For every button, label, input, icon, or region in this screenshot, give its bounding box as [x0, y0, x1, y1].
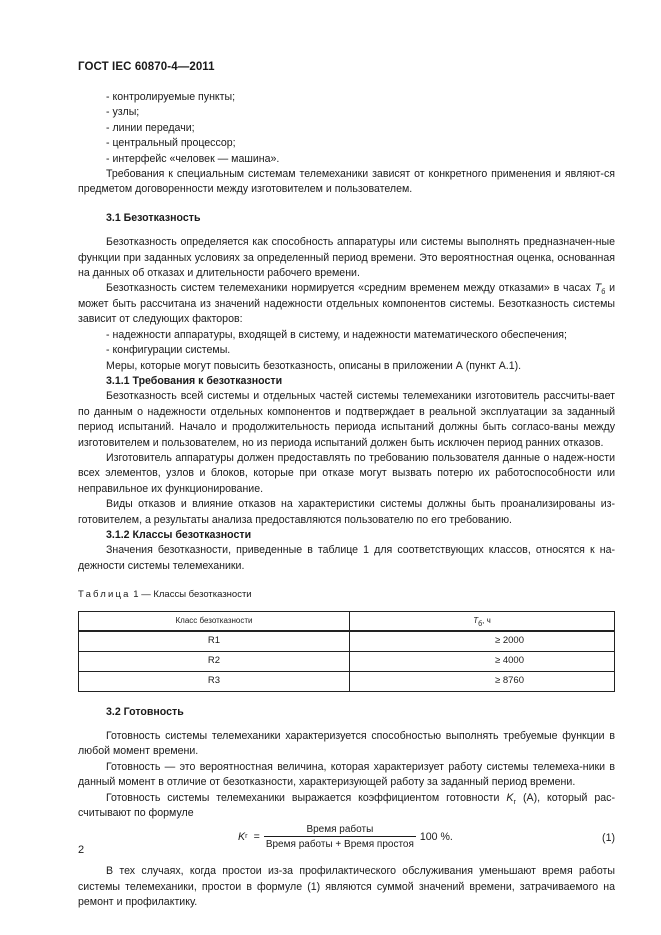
paragraph: Значения безотказности, приведенные в таблице 1 для соответствующих классов, относятся к на-дежности системы телемеханики. [78, 544, 615, 572]
page-content [78, 90, 615, 911]
subscript: б [601, 289, 606, 297]
unit: , ч [482, 615, 491, 625]
column-header-mtbf [350, 611, 615, 631]
paragraph: Меры, которые могут повысить безотказность, описаны в приложении А (пункт А.1). [106, 359, 522, 372]
subscript: б [478, 620, 483, 628]
table-caption-label: Таблица [78, 589, 131, 601]
document-code: ГОСТ IEC 60870-4—2011 [78, 61, 215, 73]
paragraph: Готовность системы телемеханики характеризуется способностью выполнять требуемые функции в любой момент времени. [78, 730, 615, 758]
fraction-numerator: Время работы [306, 824, 374, 836]
list-item: - надежности аппаратуры, входящей в систему, и надежности математического обеспечения; [106, 328, 567, 341]
page-number: 2 [78, 844, 85, 856]
table-caption [78, 587, 615, 602]
table-header-row [79, 611, 615, 631]
paragraph: Безотказность определяется как способность аппаратуры или системы выполнять предназначен-ные функции при заданных условиях за определенный период времени. Это вероятностная оценка, основанная на данных об отказах и длительности рабочего времени. [78, 236, 615, 280]
symbol: T [594, 282, 602, 295]
formula-lhs: K [238, 830, 246, 843]
list-item: - контролируемые пункты; [106, 91, 236, 103]
subscript: г [513, 798, 517, 806]
cell-class: R2 [79, 651, 350, 671]
paragraph: Готовность — это вероятностная величина, которая характеризует работу системы телемеха-ники в данный момент в отличие от безотказности, характеризующей работу за заданный период времени. [78, 760, 615, 789]
components-list [78, 90, 615, 167]
fraction [264, 823, 416, 851]
section-heading-3-1: 3.1 Безотказность [106, 211, 201, 224]
text-run: (А), который рас-считывают по формуле [78, 791, 615, 820]
fraction-denominator: Время работы + Время простоя [264, 836, 416, 851]
cell-value: ≥ 2000 [350, 631, 615, 652]
section-heading-3-2: 3.2 Готовность [106, 705, 184, 718]
table-row [79, 631, 615, 652]
table-caption-text: 1 — Классы безотказности [133, 589, 252, 601]
availability-formula: K г = $\frac{\text{Время работы}}{\text{Время работы + Время простоя}}$ 100 %. [238, 824, 453, 851]
paragraph: Безотказность всей системы и отдельных частей системы телемеханики изготовитель рассчиты-вает по данным о надежности отдельных компонентов и подтверждает в реальной эксплуатации за заданный период испытаний. Начало и продолжительность периода испытаний должны быть согласо-ваны между изготовителем и пользователем, но из периода испытаний должен быть исключен период ранних отказов. [78, 390, 615, 449]
cell-class: R1 [79, 631, 350, 652]
formula-tail: 100 %. [419, 830, 453, 843]
text-run: Готовность системы телемеханики выражается коэффициентом готовности [106, 791, 500, 804]
table-row [79, 651, 615, 671]
formula-block [78, 823, 615, 855]
list-item: - узлы; [106, 106, 140, 119]
text-run: и может быть рассчитана из значений надежности отдельных компонентов системы. Безотказность системы зависит от следующих факторов: [78, 282, 615, 326]
reliability-classes-table [78, 611, 615, 692]
paragraph: В тех случаях, когда простои из-за профилактического обслуживания уменьшают время работы системы телемеханики, простои в формуле (1) являются суммой значений времени, затрачиваемого на ремонт и профилактику. [78, 865, 615, 909]
cell-class: R3 [79, 671, 350, 691]
symbol: K [506, 791, 514, 804]
list-item: - линии передачи; [106, 121, 195, 134]
text-run: Безотказность систем телемеханики нормируется «средним временем между отказами» в часах [106, 282, 591, 295]
section-heading-3-1-1: 3.1.1 Требования к безотказности [106, 374, 283, 387]
cell-value: ≥ 8760 [350, 671, 615, 691]
cell-value: ≥ 4000 [350, 651, 615, 671]
equals-sign: = [253, 830, 260, 843]
requirements-paragraph: Требования к специальным системам телемеханики зависят от конкретного применения и являют-ся предметом договоренности между изготовителем и пользователем. [78, 168, 615, 196]
list-item: - конфигурации системы. [106, 344, 231, 357]
section-heading-3-1-2: 3.1.2 Классы безотказности [106, 528, 252, 541]
paragraph [78, 281, 615, 327]
formula-number: (1) [602, 832, 615, 845]
column-header-class: Класс безотказности [79, 611, 350, 631]
table-row [79, 671, 615, 691]
paragraph: Виды отказов и влияние отказов на характеристики системы должны быть проанализированы из-готовителем, а результаты анализа предоставляются пользователю по его требованию. [78, 498, 615, 526]
symbol: T [473, 615, 479, 625]
paragraph: Изготовитель аппаратуры должен предоставлять по требованию пользователя данные о надеж-ности всех элементов, узлов и блоков, которые при отказе могут вызвать потерю их работоспособности или неправильное их функционирование. [78, 451, 615, 495]
list-item: - центральный процессор; [106, 137, 236, 150]
list-item: - интерфейс «человек — машина». [106, 152, 280, 165]
paragraph [78, 791, 615, 822]
